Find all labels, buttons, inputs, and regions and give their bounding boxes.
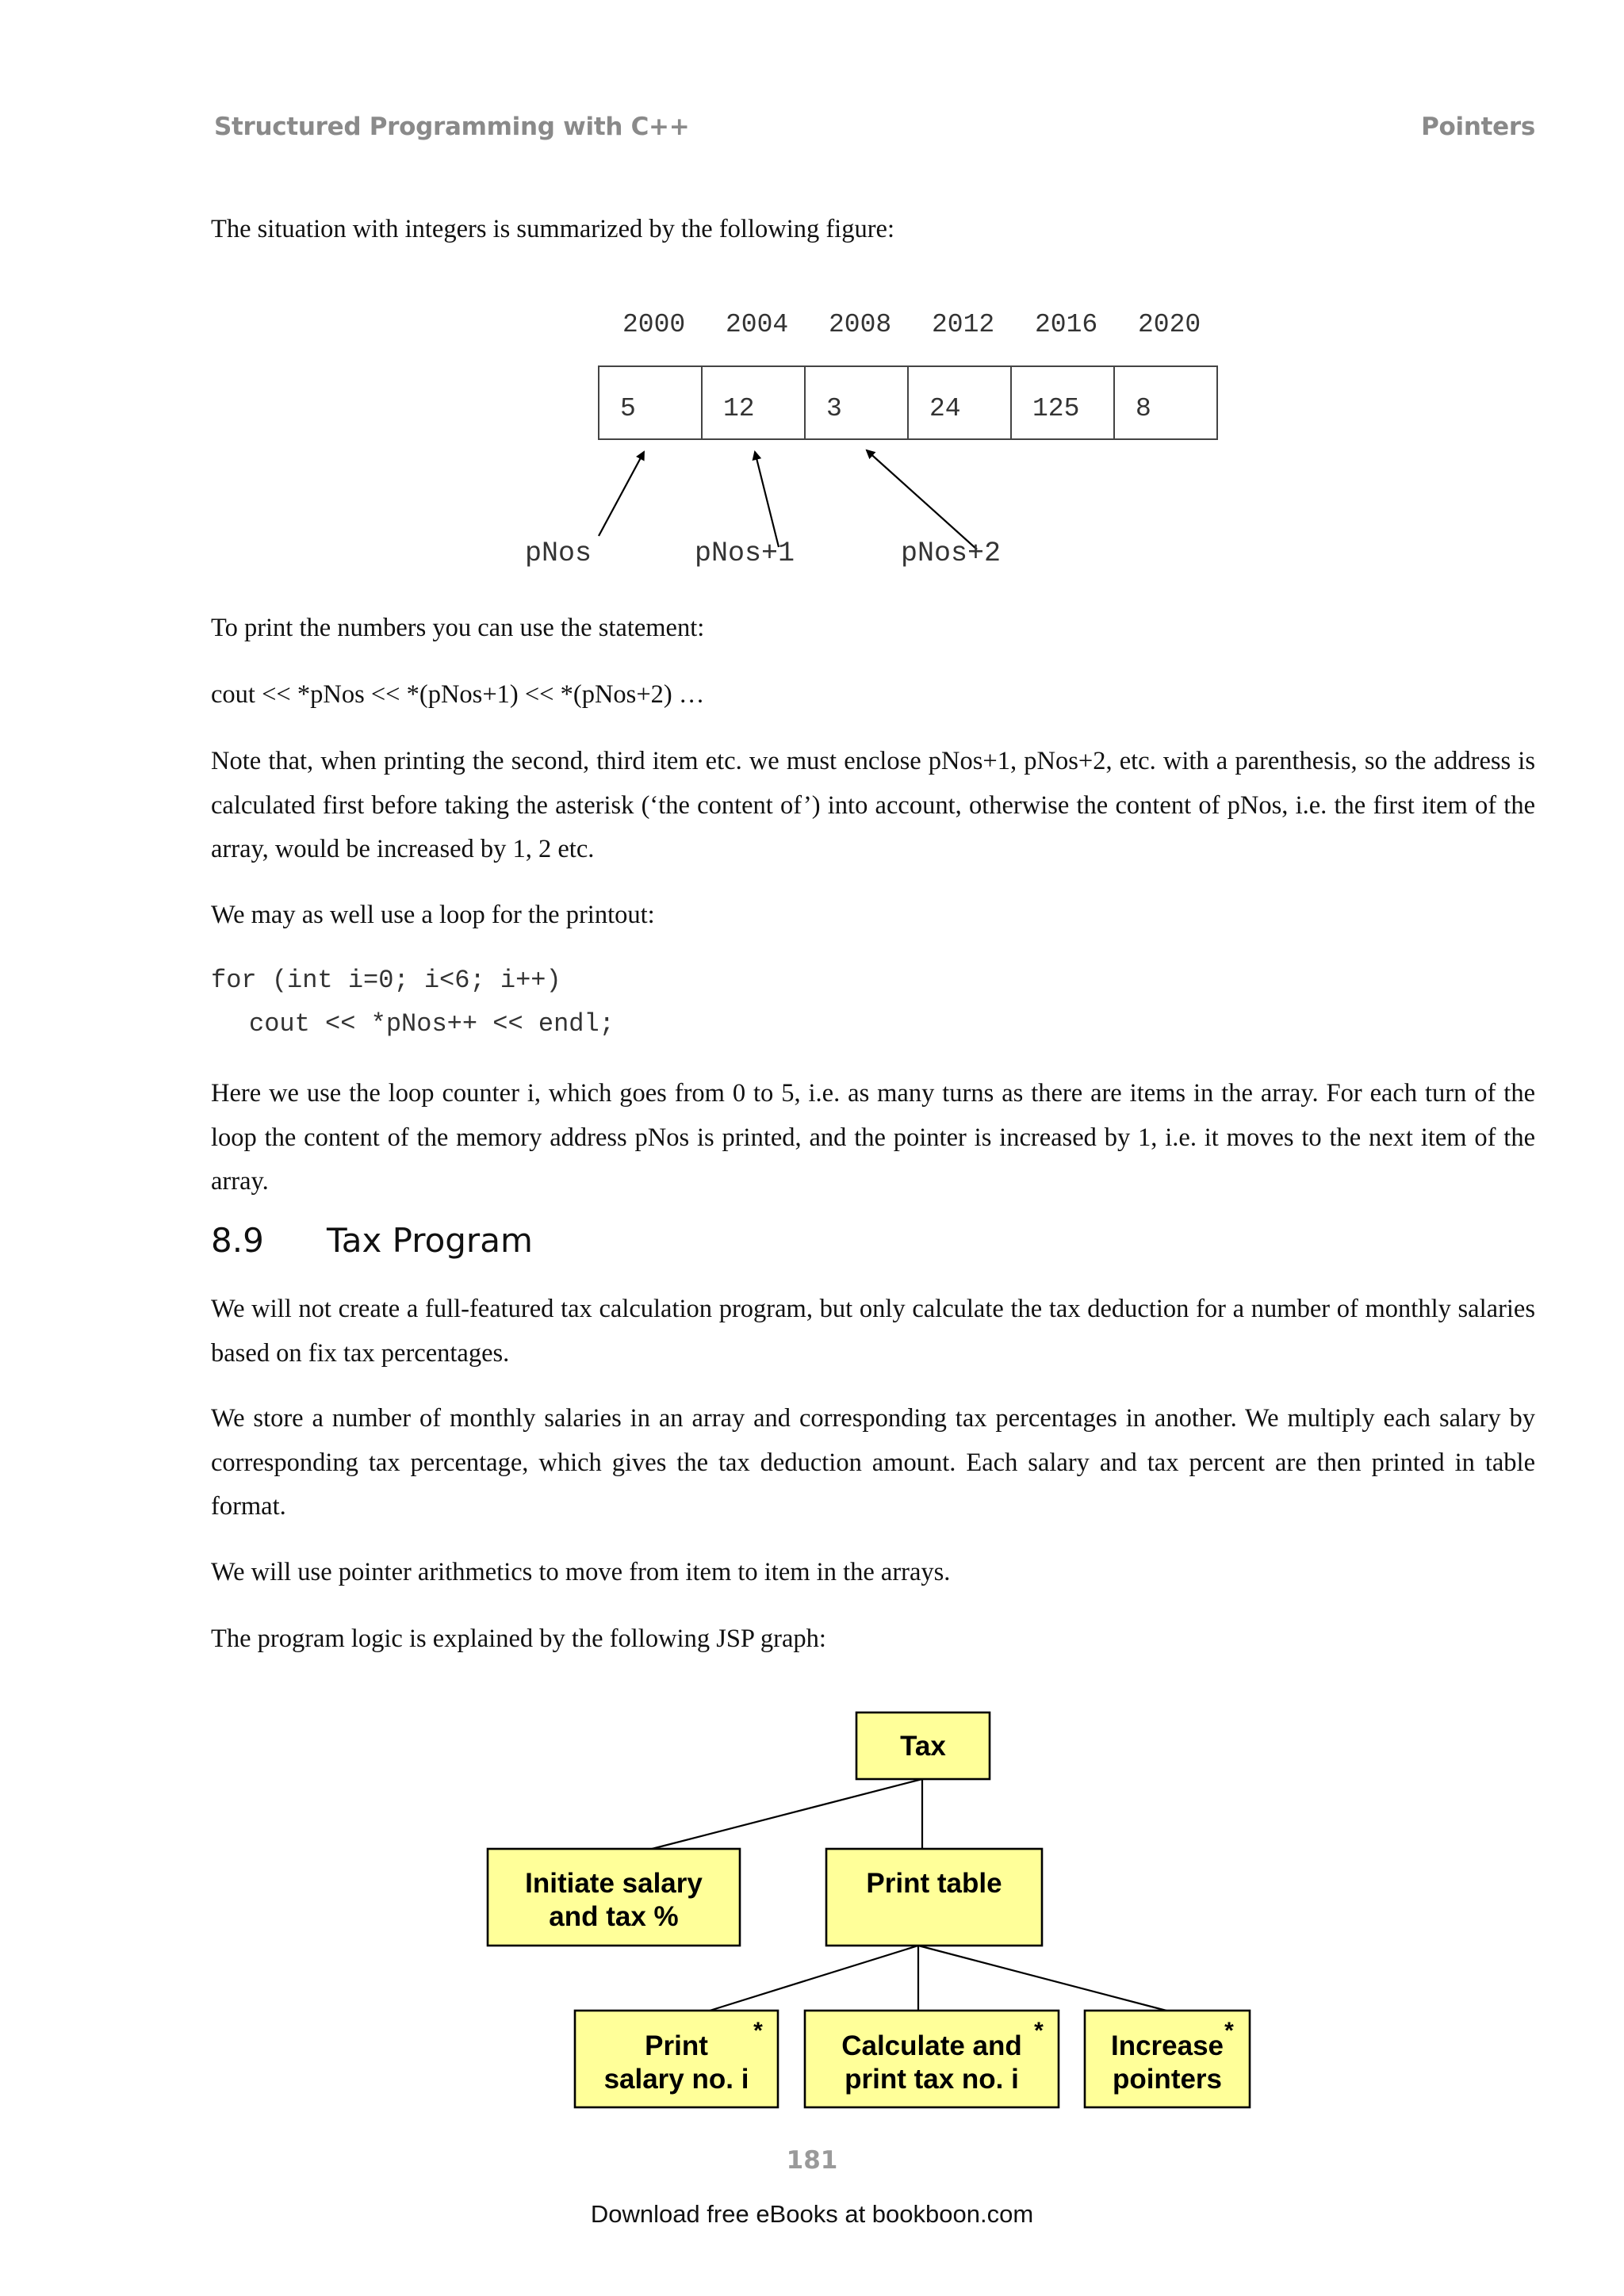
jsp-label-initiate-1: Initiate salary <box>525 1868 703 1899</box>
jsp-label-tax: Tax <box>900 1731 946 1762</box>
paragraph-print-intro: To print the numbers you can use the statement: <box>211 614 705 642</box>
address-label: 2004 <box>726 310 789 339</box>
page-number: 181 <box>786 2146 838 2175</box>
cout-statement: cout << *pNos << *(pNos+1) << *(pNos+2) … <box>211 680 705 709</box>
cell-value: 125 <box>1032 394 1080 423</box>
connector-line <box>918 1946 1166 2011</box>
jsp-label-initiate-2: and tax % <box>549 1901 679 1932</box>
iteration-star-mark: * <box>1224 2018 1234 2044</box>
cell-value: 8 <box>1136 394 1151 423</box>
jsp-label-increase-1: Increase <box>1110 2030 1224 2061</box>
address-label: 2020 <box>1138 310 1201 339</box>
iteration-star-mark: * <box>1034 2018 1044 2044</box>
paragraph-loop-intro: We may as well use a loop for the printout: <box>211 901 655 929</box>
iteration-star-mark: * <box>753 2018 763 2044</box>
memory-cell <box>599 366 702 439</box>
address-label: 2000 <box>622 310 686 339</box>
paragraph-tax-1: We will not create a full-featured tax calculation program, but only calculate the tax deduction for a number of monthly salaries based on fix tax percentages. <box>211 1295 1535 1368</box>
section-title: Tax Program <box>327 1221 533 1260</box>
jsp-label-calc-2: print tax no. i <box>845 2064 1019 2095</box>
paragraph-intro: The situation with integers is summarized by the following figure: <box>211 215 894 243</box>
jsp-label-calc-1: Calculate and <box>841 2030 1022 2061</box>
jsp-label-increase-2: pointers <box>1112 2064 1223 2095</box>
section-number: 8.9 <box>211 1221 264 1260</box>
address-label: 2016 <box>1035 310 1098 339</box>
memory-array-figure <box>0 0 1624 603</box>
footer-download-note: Download free eBooks at bookboon.com <box>590 2200 1034 2228</box>
pointer-label: pNos <box>525 538 592 569</box>
jsp-diagram <box>0 1697 1624 2125</box>
jsp-label-print-salary-2: salary no. i <box>603 2064 749 2095</box>
cell-value: 3 <box>826 394 842 423</box>
code-line-for: for (int i=0; i<6; i++) <box>211 966 561 995</box>
running-header-book-title: Structured Programming with C++ <box>214 113 690 141</box>
pointer-label: pNos+2 <box>901 538 1002 569</box>
cell-value: 12 <box>723 394 755 423</box>
pointer-arrow <box>755 452 779 547</box>
paragraph-loop-explain: Here we use the loop counter i, which goes from 0 to 5, i.e. as many turns as there are items in the array. For each turn of the loop the content of the memory address pNos is printed, and the pointer is increased by 1, i.e. it moves to the next item of the array. <box>211 1079 1535 1196</box>
code-line-cout: cout << *pNos++ << endl; <box>249 1009 615 1039</box>
address-label: 2008 <box>829 310 892 339</box>
pointer-label: pNos+1 <box>695 538 795 569</box>
paragraph-tax-3: We will use pointer arithmetics to move from item to item in the arrays. <box>211 1558 951 1586</box>
running-header-chapter: Pointers <box>1421 113 1535 141</box>
paragraph-tax-2: We store a number of monthly salaries in an array and corresponding tax percentages in another. We multiply each salary by corresponding tax percentage, which gives the tax deduction amount. Each salary and tax percent are then printed in table format. <box>211 1404 1535 1521</box>
cell-value: 5 <box>620 394 636 423</box>
memory-cell <box>805 366 908 439</box>
jsp-label-print-salary-1: Print <box>645 2030 708 2061</box>
connector-line <box>652 1779 922 1849</box>
section-heading <box>211 1221 533 1260</box>
memory-cell <box>1114 366 1217 439</box>
address-label: 2012 <box>932 310 995 339</box>
pointer-arrow <box>599 452 644 536</box>
connector-line <box>710 1946 918 2011</box>
pointer-arrow <box>867 450 977 549</box>
paragraph-note: Note that, when printing the second, third item etc. we must enclose pNos+1, pNos+2, etc. with a parenthesis, so the address is calculated first before taking the asterisk (‘the content of’) into account, otherwise the content of pNos, i.e. the first item of the array, would be increased by 1, 2 etc. <box>211 747 1535 863</box>
paragraph-tax-4: The program logic is explained by the following JSP graph: <box>211 1624 826 1653</box>
jsp-label-print-table: Print table <box>866 1868 1002 1899</box>
cell-value: 24 <box>929 394 961 423</box>
